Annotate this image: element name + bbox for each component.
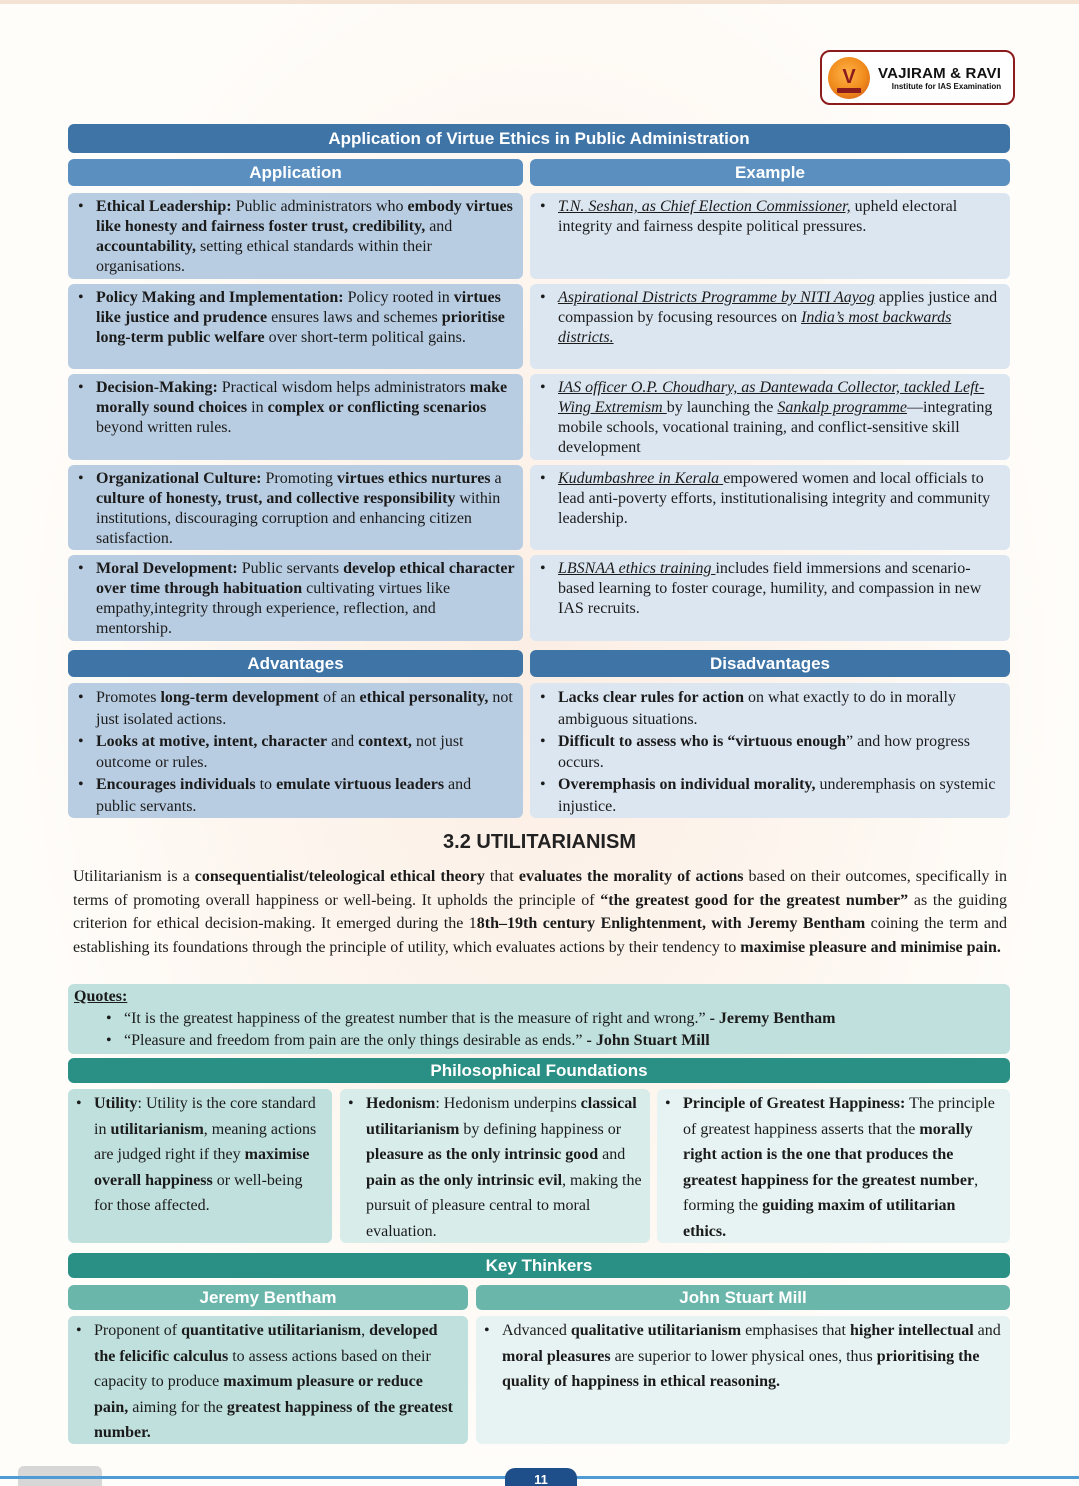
quote-item: • “It is the greatest happiness of the greatest number that is the measure of right and wrong.” - Jeremy Bentham — [106, 1010, 836, 1027]
example-cell: • Aspirational Districts Programme by NITI Aayog applies justice and compassion by focusing resources on India’s most backwards districts. — [530, 284, 1010, 369]
example-link: Kudumbashree in Kerala — [558, 470, 724, 487]
logo-emblem-icon: V — [828, 57, 870, 99]
section-heading: 3.2 UTILITARIANISM — [443, 831, 636, 853]
example-link: IAS officer O.P. Choudhary, as Dantewada Collector, tackled Left-Wing Extremism — [558, 379, 985, 416]
greatest-happiness-cell: • Principle of Greatest Happiness: The principle of greatest happiness asserts that the morally right action is the one that produces the greatest happiness for the greatest number, forming the guiding maxim of utilitarian ethics. — [657, 1089, 1010, 1243]
table-title: Application of Virtue Ethics in Public Administration — [68, 124, 1010, 153]
list-item: • Promotes long-term development of an ethical personality, not just isolated actions. — [78, 689, 513, 728]
thinkers-header: Key Thinkers — [68, 1253, 1010, 1278]
disadvantages-list — [530, 683, 1010, 818]
hedonism-cell: • Hedonism: Hedonism underpins classical utilitarianism by defining happiness or pleasure as the only intrinsic good and pain as the only intrinsic evil, making the pursuit of pleasure central to moral evaluation. — [340, 1089, 650, 1243]
page-number: 11 — [505, 1468, 577, 1486]
application-cell: • Organizational Culture: Promoting virtues ethics nurtures a culture of honesty, trust, and collective responsibility within institutions, discouraging corruption and enhancing citizen satisfaction. — [68, 465, 523, 550]
bentham-cell: • Proponent of quantitative utilitarianism, developed the felicific calculus to assess actions based on their capacity to produce maximum pleasure or reduce pain, aiming for the greatest happiness of the greatest number. — [68, 1316, 468, 1444]
mill-header: John Stuart Mill — [476, 1285, 1010, 1310]
example-link: T.N. Seshan, as Chief Election Commissioner, — [558, 198, 851, 215]
top-band — [0, 0, 1079, 4]
quotes-box — [68, 984, 1010, 1054]
disadvantages-header: Disadvantages — [530, 650, 1010, 677]
example-link: Sankalp programme — [777, 399, 907, 416]
application-cell: • Ethical Leadership: Public administrators who embody virtues like honesty and fairness foster trust, credibility, and accountability, setting ethical standards within their organisations. — [68, 193, 523, 279]
mill-cell: • Advanced qualitative utilitarianism emphasises that higher intellectual and moral pleasures are superior to lower physical ones, thus prioritising the quality of happiness in ethical reasoning. — [476, 1316, 1010, 1444]
col-header-example: Example — [530, 159, 1010, 186]
brand-name: VAJIRAM & RAVI — [878, 64, 1002, 82]
application-cell: • Policy Making and Implementation: Policy rooted in virtues like justice and prudence ensures laws and schemes prioritise long-term public welfare over short-term political gains. — [68, 284, 523, 369]
list-item: • Encourages individuals to emulate virtuous leaders and public servants. — [78, 776, 472, 815]
brand-logo — [820, 50, 1015, 105]
foundations-header: Philosophical Foundations — [68, 1058, 1010, 1083]
intro-paragraph: Utilitarianism is a consequentialist/teleological ethical theory that evaluates the morality of actions based on their outcomes, specifically in terms of promoting overall happiness or well-being. It upholds the principle of “the greatest good for the greatest number” as the guiding criterion for ethical decision-making. It emerged during the 18th–19th century Enlightenment, with Jeremy Bentham coining the term and establishing its foundations through the principle of utility, which evaluates actions by their tendency to maximise pleasure and minimise pain. — [73, 868, 1008, 956]
example-cell: • LBSNAA ethics training includes field immersions and scenario-based learning to foster courage, humility, and compassion in new IAS recruits. — [530, 555, 1010, 641]
utility-cell: • Utility: Utility is the core standard in utilitarianism, meaning actions are judged right if they maximise overall happiness or well-being for those affected. — [68, 1089, 332, 1243]
application-cell: • Decision-Making: Practical wisdom helps administrators make morally sound choices in complex or conflicting scenarios beyond written rules. — [68, 374, 523, 460]
list-item: • Lacks clear rules for action on what exactly to do in morally ambiguous situations. — [540, 689, 956, 728]
advantages-list — [68, 683, 523, 818]
example-link: India’s most backwards districts. — [558, 309, 952, 346]
application-cell: • Moral Development: Public servants develop ethical character over time through habituation cultivating virtues like empathy,integrity through experience, reflection, and mentorship. — [68, 555, 523, 641]
col-header-application: Application — [68, 159, 523, 186]
example-link: LBSNAA ethics training — [558, 560, 716, 577]
list-item: • Difficult to assess who is “virtuous enough” and how progress occurs. — [540, 732, 970, 772]
example-link: Aspirational Districts Programme by NITI Aayog — [558, 289, 875, 306]
example-cell: • IAS officer O.P. Choudhary, as Dantewada Collector, tackled Left-Wing Extremism by launching the Sankalp programme—integrating mobile schools, vocational training, and conflict-sensitive skill development — [530, 374, 1010, 460]
brand-tagline: Institute for IAS Examination — [891, 81, 1002, 91]
advantages-header: Advantages — [68, 650, 523, 677]
example-cell: • T.N. Seshan, as Chief Election Commissioner, upheld electoral integrity and fairness despite political pressures. — [530, 193, 1010, 279]
quote-item: • “Pleasure and freedom from pain are the only things desirable as ends.” - John Stuart Mill — [106, 1032, 710, 1049]
bentham-header: Jeremy Bentham — [68, 1285, 468, 1310]
quotes-title: Quotes: — [74, 988, 128, 1005]
list-item: • Overemphasis on individual morality, underemphasis on systemic injustice. — [540, 776, 996, 815]
example-cell: • Kudumbashree in Kerala empowered women and local officials to lead anti-poverty efforts, institutionalising integrity and community leadership. — [530, 465, 1010, 550]
list-item: • Looks at motive, intent, character and context, not just outcome or rules. — [78, 732, 464, 772]
